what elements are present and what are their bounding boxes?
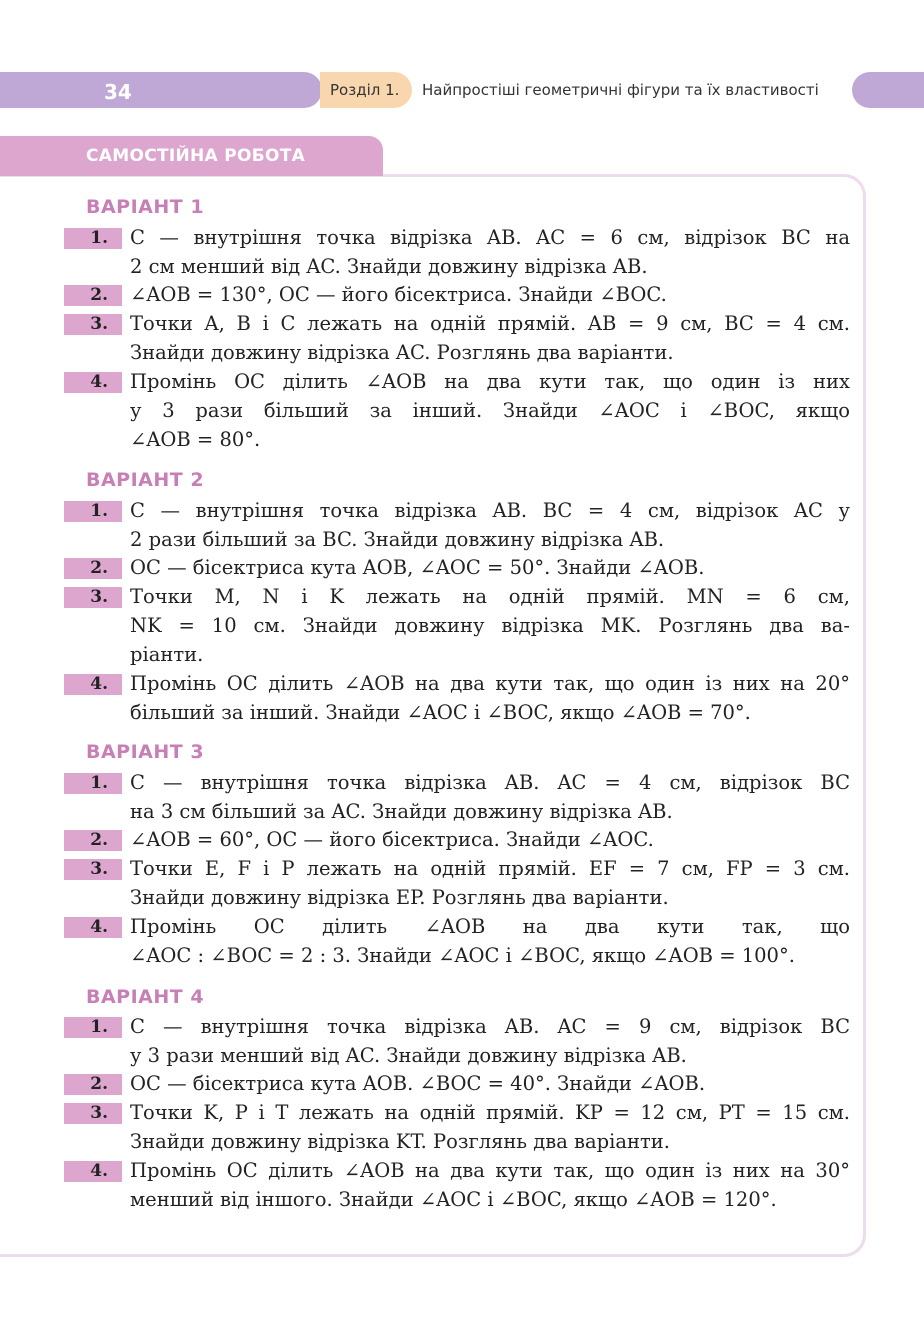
task-text-line: Точки E, F і P лежать на одній прямій. EF = 7 см, FP = 3 см. [130, 857, 850, 880]
task-text-line: ∠AOB = 80°. [130, 428, 261, 451]
variant-title: ВАРІАНТ 1 [86, 196, 205, 218]
variant-title: ВАРІАНТ 3 [86, 741, 205, 763]
task-text-line: Знайди довжину відрізка AC. Розглянь два варіанти. [130, 341, 674, 364]
page-number: 34 [104, 80, 132, 104]
task-text-line: Знайди довжину відрізка KT. Розглянь два варіанти. [130, 1130, 670, 1153]
chapter-label: Розділ 1. [320, 72, 412, 108]
task-text-line: Промінь OC ділить ∠AOB на два кути так, що [130, 915, 850, 938]
task-text-line: NK = 10 см. Знайди довжину відрізка MK. Розглянь два ва- [130, 614, 850, 637]
task-text-line: C — внутрішня точка відрізка AB. BC = 4 см, відрізок AC у [130, 499, 850, 522]
task-text-line: більший за інший. Знайди ∠AOC і ∠BOC, якщо ∠AOB = 70°. [130, 701, 751, 724]
task-number: 4. [64, 1161, 122, 1182]
task-text-line: ∠AOB = 60°, OC — його бісектриса. Знайди ∠AOC. [130, 828, 654, 851]
task-text-line: Точки A, B і C лежать на одній прямій. AB = 9 см, BC = 4 см. [130, 312, 850, 335]
task-number: 3. [64, 587, 122, 608]
task-number: 2. [64, 285, 122, 306]
task-text-line: OC — бісектриса кута AOB, ∠AOC = 50°. Знайди ∠AOB. [130, 556, 705, 579]
task-text-line: Точки M, N і K лежать на одній прямій. MN = 6 см, [130, 585, 850, 608]
task-text-line: 2 рази більший за BC. Знайди довжину відрізка AB. [130, 528, 665, 551]
task-number: 4. [64, 372, 122, 393]
task-text-line: Промінь OC ділить ∠AOB на два кути так, що один із них [130, 370, 850, 393]
task-number: 2. [64, 1074, 122, 1095]
chapter-title: Найпростіші геометричні фігури та їх властивості [422, 81, 819, 99]
task-number: 1. [64, 1017, 122, 1038]
header-left-band [0, 72, 322, 108]
task-text-line: Промінь OC ділить ∠AOB на два кути так, що один із них на 30° [130, 1159, 850, 1182]
task-number: 2. [64, 830, 122, 851]
task-text-line: C — внутрішня точка відрізка AB. AC = 4 см, відрізок BC [130, 771, 850, 794]
task-text-line: ∠AOB = 130°, OC — його бісектриса. Знайди ∠BOC. [130, 283, 667, 306]
variant-title: ВАРІАНТ 4 [86, 986, 205, 1008]
task-number: 3. [64, 1103, 122, 1124]
task-number: 1. [64, 501, 122, 522]
task-text-line: C — внутрішня точка відрізка AB. AC = 9 см, відрізок BC [130, 1015, 850, 1038]
task-text-line: менший від іншого. Знайди ∠AOC і ∠BOC, якщо ∠AOB = 120°. [130, 1188, 777, 1211]
task-number: 4. [64, 674, 122, 695]
task-number: 4. [64, 917, 122, 938]
task-number: 1. [64, 773, 122, 794]
task-text-line: у 3 рази менший від AC. Знайди довжину відрізка AB. [130, 1044, 687, 1067]
task-text-line: на 3 см більший за AC. Знайди довжину відрізка AB. [130, 800, 673, 823]
section-title: САМОСТІЙНА РОБОТА [86, 146, 306, 166]
task-text-line: C — внутрішня точка відрізка AB. AC = 6 см, відрізок BC на [130, 226, 850, 249]
task-text-line: Знайди довжину відрізка EP. Розглянь два варіанти. [130, 886, 669, 909]
task-text-line: ∠AOC : ∠BOC = 2 : 3. Знайди ∠AOC і ∠BOC, якщо ∠AOB = 100°. [130, 944, 795, 967]
task-text-line: ріанти. [130, 643, 204, 666]
task-text-line: OC — бісектриса кута AOB. ∠BOC = 40°. Знайди ∠AOB. [130, 1072, 706, 1095]
task-number: 3. [64, 859, 122, 880]
header-right-band [852, 72, 924, 108]
variant-title: ВАРІАНТ 2 [86, 469, 205, 491]
task-number: 1. [64, 228, 122, 249]
task-text-line: Точки K, P і T лежать на одній прямій. KP = 12 см, PT = 15 см. [130, 1101, 850, 1124]
task-text-line: у 3 рази більший за інший. Знайди ∠AOC і ∠BOC, якщо [130, 399, 850, 422]
task-number: 2. [64, 558, 122, 579]
task-text-line: Промінь OC ділить ∠AOB на два кути так, що один із них на 20° [130, 672, 850, 695]
task-number: 3. [64, 314, 122, 335]
task-text-line: 2 см менший від AC. Знайди довжину відрізка AB. [130, 255, 648, 278]
